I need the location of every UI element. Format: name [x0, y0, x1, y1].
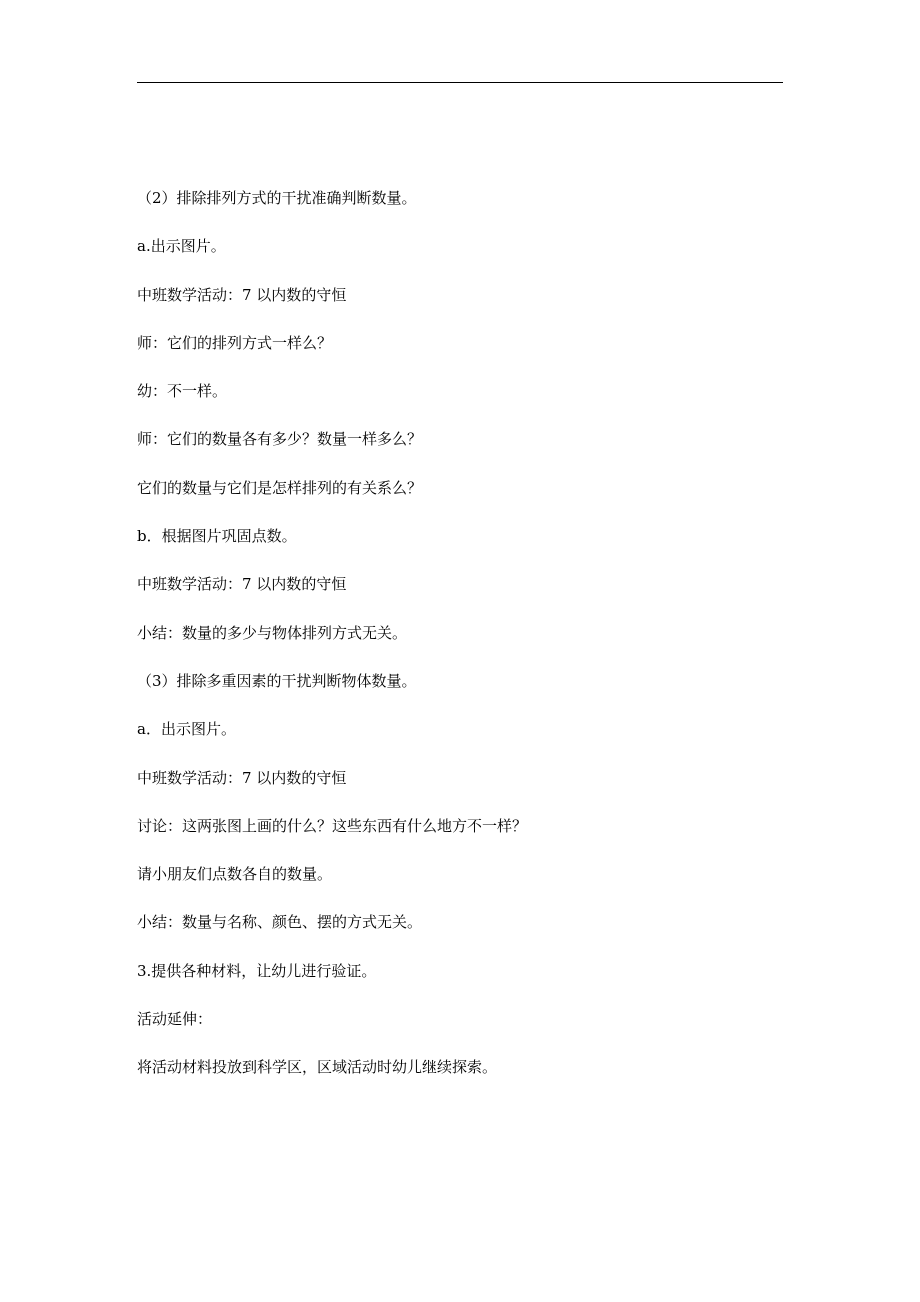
paragraph: 中班数学活动：7 以内数的守恒 — [137, 768, 347, 787]
paragraph: 它们的数量与它们是怎样排列的有关系么？ — [137, 478, 423, 497]
paragraph: b．根据图片巩固点数。 — [137, 527, 297, 546]
paragraph: 将活动材料投放到科学区，区域活动时幼儿继续探索。 — [137, 1058, 498, 1077]
paragraph: 中班数学活动：7 以内数的守恒 — [137, 575, 347, 594]
paragraph: 小结：数量的多少与物体排列方式无关。 — [137, 623, 408, 642]
paragraph: 请小朋友们点数各自的数量。 — [137, 865, 333, 884]
paragraph: a．出示图片。 — [137, 720, 236, 739]
paragraph: （2）排除排列方式的干扰准确判断数量。 — [137, 189, 417, 207]
paragraph: 幼：不一样。 — [137, 382, 228, 401]
paragraph: 师：它们的排列方式一样么？ — [137, 333, 333, 352]
paragraph: a.出示图片。 — [137, 237, 226, 256]
paragraph: 活动延伸： — [137, 1010, 213, 1029]
document-body — [137, 186, 783, 1104]
paragraph: 讨论：这两张图上画的什么？这些东西有什么地方不一样？ — [137, 816, 528, 835]
paragraph: 中班数学活动：7 以内数的守恒 — [137, 285, 347, 304]
paragraph: 3.提供各种材料，让幼儿进行验证。 — [137, 961, 377, 980]
header-rule — [137, 82, 783, 83]
paragraph: 师：它们的数量各有多少？数量一样多么？ — [137, 430, 423, 449]
paragraph: 小结：数量与名称、颜色、摆的方式无关。 — [137, 913, 423, 932]
paragraph: （3）排除多重因素的干扰判断物体数量。 — [137, 671, 417, 690]
